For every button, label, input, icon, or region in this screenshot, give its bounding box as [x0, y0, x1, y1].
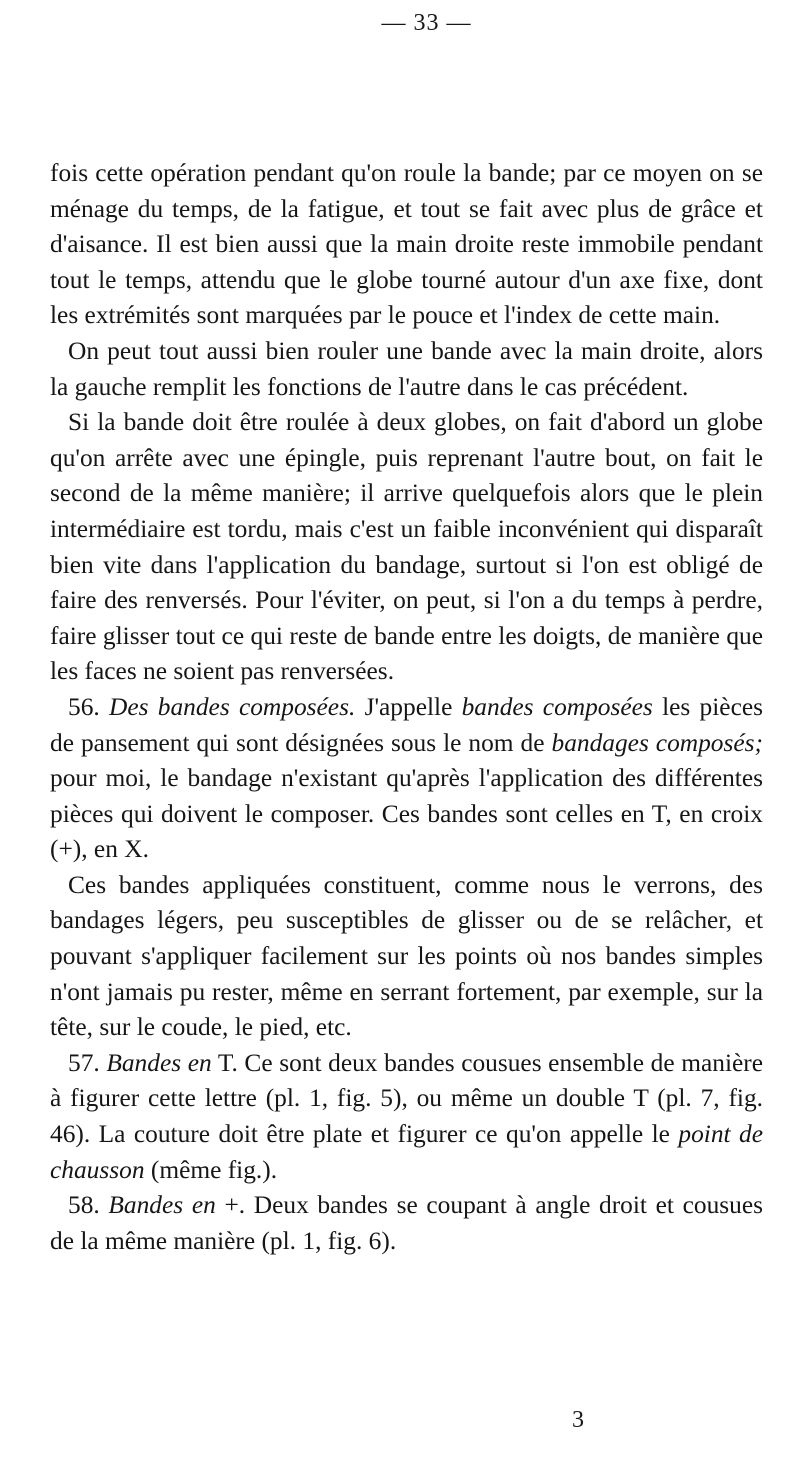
italic-text: Bandes en — [108, 1191, 216, 1220]
text-run: 57. — [68, 1048, 107, 1077]
paragraph — [50, 690, 763, 868]
text-run: (même fig.). — [144, 1155, 278, 1184]
text-run: les pièces de pansement qui sont désignées sous le nom de — [50, 692, 763, 757]
italic-text: Bandes en — [106, 1048, 212, 1077]
text-run: Si la bande doit être roulée à deux globes, on fait d'abord un globe qu'on arrête avec une épingle, puis reprenant l'autre bout, on fait le second de la même manière; il arrive quelquefois alors que le plein intermédiaire est tordu, mais c'est un faible inconvénient qui disparaît bien vite dans l'application du bandage, surtout si l'on est obligé de faire des renversés. Pour l'éviter, on peut, si l'on a du temps à perdre, faire glisser tout ce qui reste de bande entre les doigts, de manière que les faces ne soient pas renversées. — [50, 408, 763, 686]
paragraph — [50, 156, 763, 334]
text-run: fois cette opération pendant qu'on roule la bande; par ce moyen on se ménage du temps, de la fatigue, et tout se fait avec plus de grâce et d'aisance. Il est bien aussi que la main droite reste immobile pendant tout le temps, attendu que le globe tourné autour d'un axe fixe, dont les extrémités sont marquées par le pouce et l'index de cette main. — [50, 159, 763, 330]
text-run: 58. — [68, 1191, 109, 1220]
italic-text: bandages composés; — [551, 728, 763, 757]
italic-text: bandes composées — [461, 692, 653, 721]
text-run: T. Ce sont deux bandes cousues ensemble de manière à figurer cette lettre (pl. 1, fig. 5), ou même un double T (pl. 7, fig. 46). La couture doit être plate et figurer ce qu'on appelle le — [50, 1048, 763, 1149]
paragraph — [50, 868, 763, 1046]
italic-text: point de chausson — [50, 1120, 763, 1184]
paragraph — [50, 1188, 763, 1259]
text-run: 56. — [68, 692, 110, 721]
text-run: J'appelle — [355, 692, 462, 721]
paragraph — [50, 1046, 763, 1188]
text-run: Ces bandes appliquées constituent, comme nous le verrons, des bandages légers, peu susceptibles de glisser ou de se relâcher, et pouvant s'appliquer facilement sur les points où nos bandes simples n'ont jamais pu rester, même en serrant fortement, par exemple, sur la tête, sur le coude, le pied, etc. — [50, 870, 763, 1042]
text-run: +. Deux bandes se coupant à angle droit et cousues de la même manière (pl. 1, fig. 6). — [50, 1191, 763, 1255]
paragraph — [50, 334, 763, 405]
page-number: — 33 — — [381, 10, 472, 36]
signature-mark: 3 — [572, 1407, 584, 1433]
paragraph — [50, 405, 763, 690]
italic-text: Des bandes composées. — [109, 692, 356, 721]
body-text — [50, 156, 763, 1259]
text-run: pour moi, le bandage n'existant qu'après l'application des différentes pièces qui doivent le composer. Ces bandes sont celles en T, en croix (+), en X. — [50, 764, 763, 864]
text-run: On peut tout aussi bien rouler une bande avec la main droite, alors la gauche remplit les fonctions de l'autre dans le cas précédent. — [50, 336, 763, 401]
